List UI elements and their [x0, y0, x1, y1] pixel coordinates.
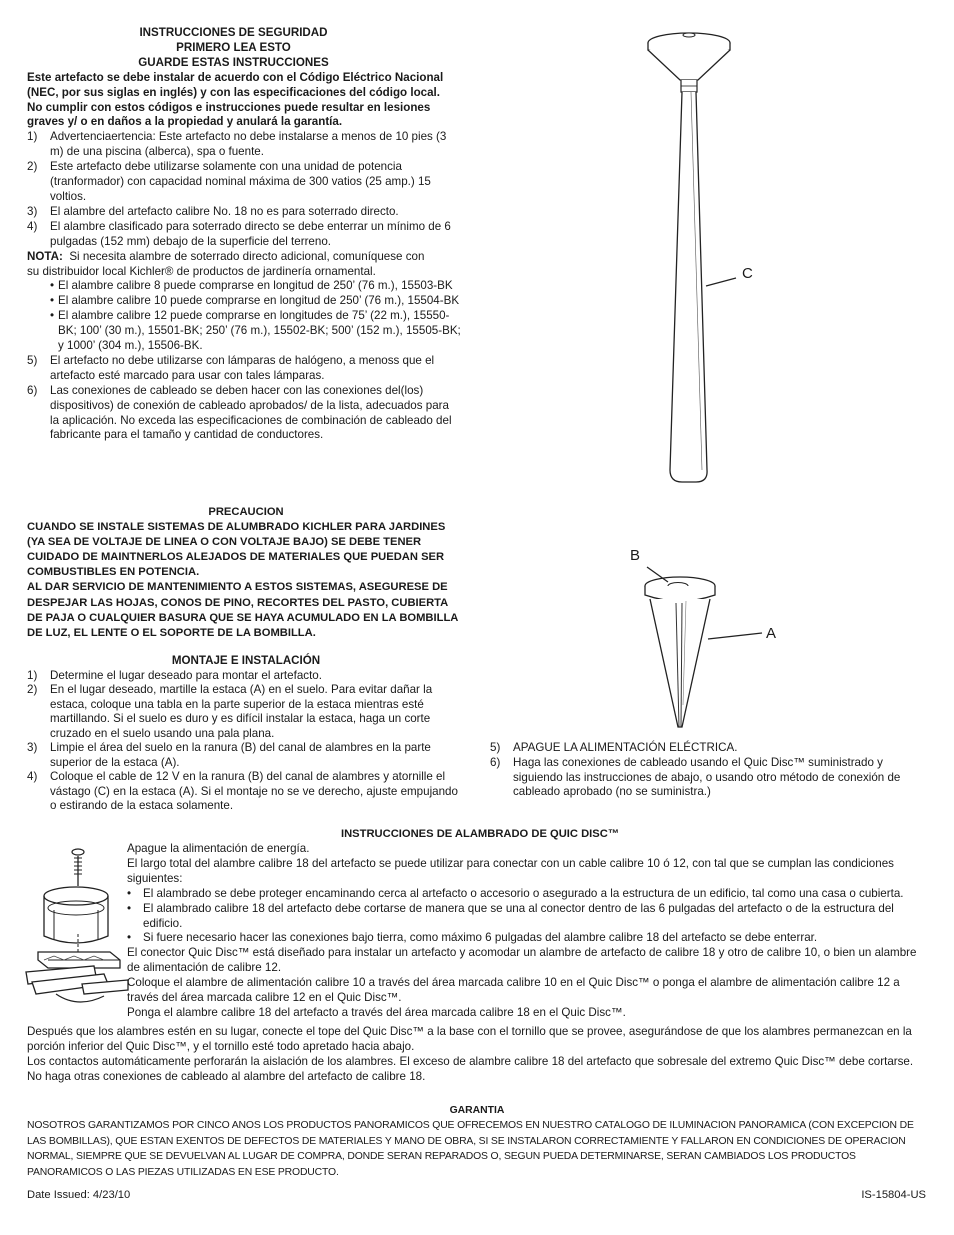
safety-heading-3: GUARDE ESTAS INSTRUCCIONES — [138, 55, 329, 69]
quic-bullet: • El alambrado se debe proteger encaminando cerca al artefacto o accesorio o asegurado a la estructura de un edificio, tal como una casa o cubierta. — [127, 886, 904, 900]
quic-paragraph: Coloque el alambre de alimentación calibre 10 a través del área marcada calibre 10 en el Quic Disc™ o ponga el alambre de alimentación calibre 12 a través del área marcada calibre 12 en el Quic Disc™. — [127, 976, 900, 1005]
mounting-item: 3) Limpie el área del suelo en la ranura (B) del canal de alambres en la parte superior de la estaca (A). — [27, 741, 431, 769]
safety-item: 4) El alambre clasificado para soterrado directo se debe enterrar un mínimo de 6 pulgadas (152 mm) debajo de la superficie del terreno. — [27, 219, 451, 248]
caution-paragraph: AL DAR SERVICIO DE MANTENIMIENTO A ESTOS SISTEMAS, ASEGURESE DE DESPEJAR LAS HOJAS, CONOS DE PINO, RECORTES DEL PASTO, CUBIERTA DE PAJA O CUALQUIER BASURA QUE SE HAYA ACUMULADO EN LA BOMBILLA DE LUZ, EL LENTE O EL SOPORTE DE LA BOMBILLA. — [27, 581, 458, 639]
wire-bullet: • El alambre calibre 12 puede comprarse en longitudes de 75’ (22 m.), 15550-BK; 100’ (30 m.), 15501-BK; 250’ (76 m.), 15502-BK; 500’ (152 m.), 15505-BK; y 1000’ (304 m.), 15506-BK. — [50, 309, 461, 353]
safety-section — [27, 26, 460, 443]
safety-note: NOTA: Si necesita alambre de soterrado directo adicional, comuníquese con su distribuidor local Kichler® de productos de jardinería ornamental. — [27, 249, 425, 278]
mounting-right-steps — [490, 741, 920, 800]
label-a: A — [766, 625, 777, 642]
footer-date: Date Issued: 4/23/10 — [27, 1189, 131, 1201]
quic-paragraph: Apague la alimentación de energía. — [127, 842, 310, 855]
safety-heading-1: INSTRUCCIONES DE SEGURIDAD — [139, 26, 328, 39]
quic-disc-illustration — [24, 844, 130, 1024]
safety-item: 2) Este artefacto debe utilizarse solamente con una unidad de potencia (tranformador) con capacidad nominal máxima de 300 vatios (25 amp.) 15 voltios. — [27, 160, 431, 203]
safety-item: 5) El artefacto no debe utilizarse con lámparas de halógeno, a menoss que el artefacto esté marcado para usar con tales lámparas. — [27, 353, 435, 382]
footer-code: IS-15804-US — [861, 1189, 926, 1201]
safety-item: 3) El alambre del artefacto calibre No. 18 no es para soterrado directo. — [27, 204, 399, 218]
quic-paragraph: No haga otras conexiones de cableado al alambre del artefacto de calibre 18. — [27, 1069, 426, 1083]
mounting-item: 4) Coloque el cable de 12 V en la ranura (B) del canal de alambres y atornille el vástago (C) en la estaca (A). Si el montaje no se ve derecho, ajuste empujando o estirando de la estaca solamente. — [27, 770, 458, 812]
caution-heading: PRECAUCION — [208, 506, 284, 518]
safety-item: 1) Advertenciaertencia: Este artefacto no debe instalarse a menos de 10 pies (3 m) de una piscina (alberca), spa o fuente. — [27, 130, 447, 159]
wire-bullet: • El alambre calibre 10 puede comprarse en longitud de 250’ (76 m.), 15504-BK — [50, 294, 460, 308]
quic-paragraph: Después que los alambres estén en su lugar, conecte el tope del Quic Disc™ a la base con el tornillo que se provee, asegurándose de que los alambres permanezcan en la porción inferior del Quic Disc™, y el tornillo esté todo apretado hacia abajo. — [27, 1025, 912, 1053]
mounting-item: 6) Haga las conexiones de cableado usando el Quic Disc™ suministrado y siguiendo las instrucciones de abajo, o usando otro método de conexión de cableado aprobado (no se suministra.) — [490, 755, 901, 799]
quic-paragraph: El conector Quic Disc™ está diseñado para instalar un artefacto y acomodar un alambre de artefacto de calibre 18 y otro de calibre 10, o bien un alambre de alimentación de calibre 12. — [127, 946, 917, 975]
warranty-heading: GARANTIA — [449, 1105, 505, 1116]
note-label: NOTA: — [27, 249, 63, 263]
quic-bullet: • Si fuere necesario hacer las conexiones bajo tierra, como máximo 6 pulgadas del alambre calibre 18 del artefacto se debe enterrar. — [127, 931, 818, 945]
safety-item: 6) Las conexiones de cableado se deben hacer con las conexiones del(los) dispositivos) de conexión de cableado aprobados/ de la lista, adecuados para la aplicación. No exceda las especificaciones de combinación de cableado del fabricante para el tamaño y cantidad de conductores. — [27, 383, 452, 442]
quic-bullet: • El alambrado calibre 18 del artefacto debe cortarse de manera que se una al conector dentro de las 6 pulgadas del artefacto o de la estructura del edificio. — [127, 901, 894, 930]
label-b: B — [630, 547, 641, 564]
fixture-stem-illustration — [640, 20, 780, 490]
caution-section — [27, 505, 465, 641]
quic-heading: INSTRUCCIONES DE ALAMBRADO DE QUIC DISC™ — [340, 828, 620, 840]
warranty-section — [27, 1104, 927, 1180]
quic-paragraph: El largo total del alambre calibre 18 del artefacto se puede utilizar para conectar con un cable calibre 10 ó 12, con tal que se cumplan las condiciones siguientes: — [127, 856, 894, 885]
quic-paragraph: Ponga el alambre calibre 18 del artefacto a través del área marcada calibre 18 en el Quic Disc™. — [127, 1005, 626, 1019]
mounting-item: 1) Determine el lugar deseado para montar el artefacto. — [27, 668, 322, 682]
quic-paragraph: Los contactos automáticamente perforarán la aislación de los alambres. El exceso de alambre calibre 18 del artefacto que sobresale del extremo Quic Disc™ debe cortarse. — [27, 1054, 914, 1068]
stake-illustration — [620, 555, 780, 735]
safety-intro: Este artefacto se debe instalar de acuerdo con el Código Eléctrico Nacional (NEC, por sus siglas en inglés) y con las especificaciones del código local. No cumplir con estos códigos e instrucciones puede resultar en lesiones graves y/ o en daños a la propiedad y anulará la garantía. — [27, 70, 444, 129]
quic-full-text — [27, 1025, 925, 1085]
mounting-section — [27, 654, 465, 814]
label-c: C — [742, 265, 753, 282]
wire-bullet: • El alambre calibre 8 puede comprarse en longitud de 250’ (76 m.), 15503-BK — [50, 279, 453, 293]
mounting-item: 5) APAGUE LA ALIMENTACIÓN ELÉCTRICA. — [490, 741, 738, 754]
safety-heading-2: PRIMERO LEA ESTO — [176, 40, 291, 54]
mounting-item: 2) En el lugar deseado, martille la estaca (A) en el suelo. Para evitar dañar la estaca, coloque una tabla en la parte superior de la estaca mientras esté martillando. Si el suelo es duro y es difícil instalar la estaca, haga un corte cruzado en el suelo usando una pala plana. — [27, 683, 433, 740]
warranty-text: NOSOTROS GARANTIZAMOS POR CINCO ANOS LOS PRODUCTOS PANORAMICOS QUE OFRECEMOS EN NUESTRO CATALOGO DE ILUMINACION PANORAMICA (CON EXCEPCION DE LAS BOMBILLAS), QUE ESTAN EXENTOS DE DEFECTOS DE MATERIALES Y MANO DE OBRA, SI SE INSTALARON CORRECTAMIENTE Y FALLARON EN CONDICIONES DE OPERACION NORMAL, SIEMPRE QUE SE DEVUELVAN AL LUGAR DE COMPRA, DONDE SERAN REPARADOS O, SEGUN PUEDA DETERMINARSE, SERAN CAMBIADOS LOS PRODUCTOS PANORAMICOS O LAS PIEZAS UTILIZADAS EN ESE PRODUCTO. — [27, 1120, 914, 1178]
quic-indented-text — [127, 842, 925, 1021]
caution-paragraph: CUANDO SE INSTALE SISTEMAS DE ALUMBRADO KICHLER PARA JARDINES (YA SEA DE VOLTAJE DE LINEA O CON VOLTAJE BAJO) SE DEBE TENER CUIDADO DE MAINTNERLOS ALEJADOS DE MATERIALES QUE PUEDAN SER COMBUSTIBLES EN POTENCIA. — [27, 521, 446, 579]
mounting-heading: MONTAJE E INSTALACIÓN — [171, 654, 321, 667]
